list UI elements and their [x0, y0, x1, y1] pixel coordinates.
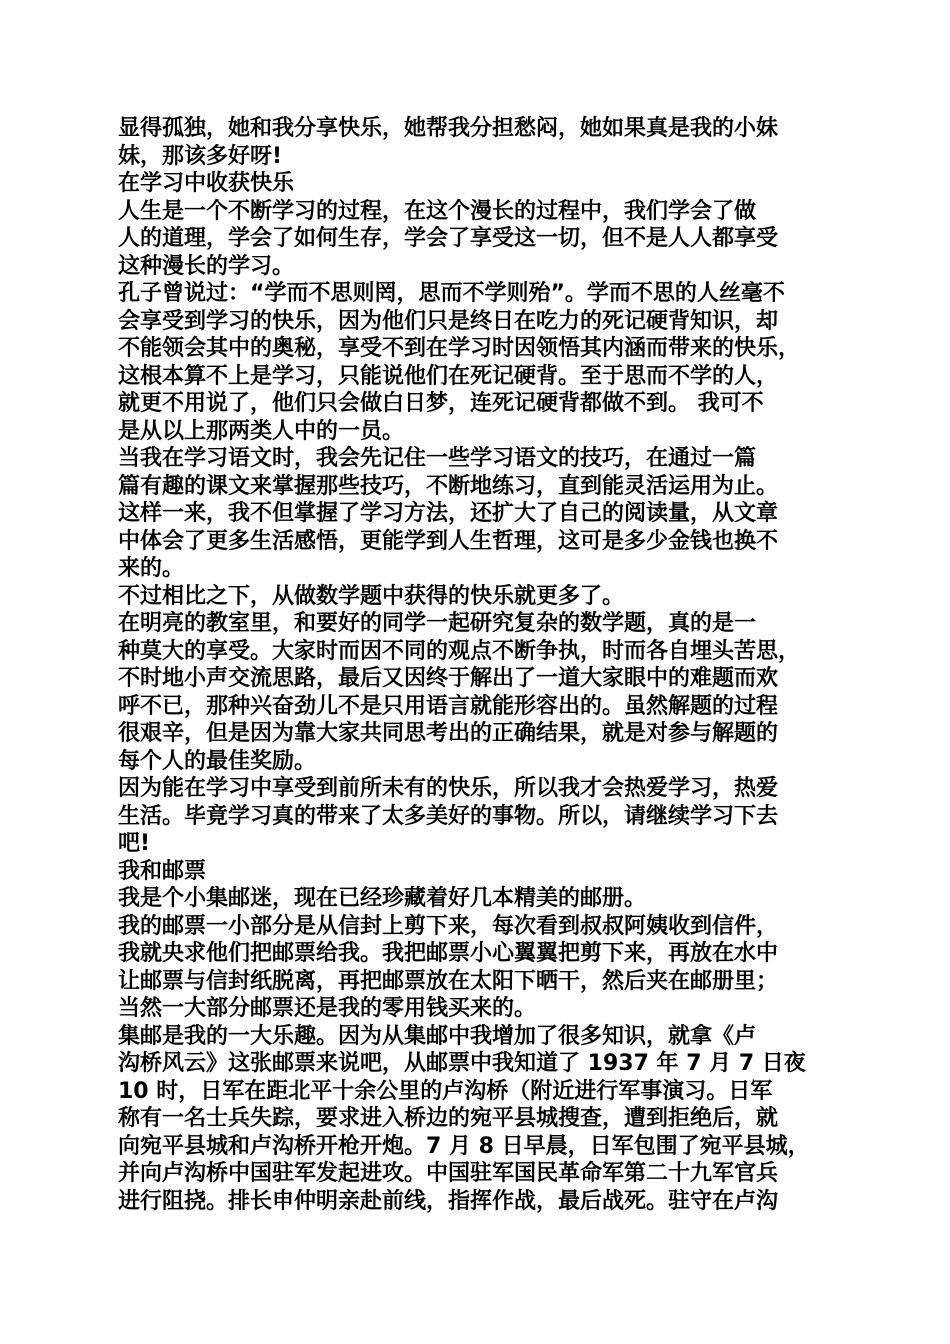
text-line: 中体会了更多生活感悟，更能学到人生哲理，这可是多少金钱也换不 [118, 528, 779, 554]
text-line: 孔子曾说过：“学而不思则罔，思而不学则殆”。学而不思的人丝毫不 [118, 281, 785, 306]
text-line: 进行阻挠。排长申仲明亲赴前线，指挥作战，最后战死。驻守在卢沟 [118, 1188, 779, 1214]
text-line: 向宛平县城和卢沟桥开枪开炮。7 月 8 日早晨，日军包围了宛平县城， [118, 1133, 810, 1159]
text-line: 当我在学习语文时，我会先记住一些学习语文的技巧，在通过一篇 [118, 446, 757, 471]
text-line: 不时地小声交流思路，最后又因终于解出了一道大家眼中的难题而欢 [118, 666, 779, 691]
text-line: 生活。毕竟学习真的带来了太多美好的事物。所以，请继续学习下去 [118, 803, 779, 829]
text-line: 这种漫长的学习。 [118, 253, 295, 279]
text-line: 每个人的最佳奖励。 [118, 748, 317, 774]
text-line: 会享受到学习的快乐，因为他们只是终日在吃力的死记硬背知识，却 [118, 308, 779, 334]
text-line: 就更不用说了，他们只会做白日梦，连死记硬背都做不到。 我可不 [118, 391, 764, 416]
text-line: 因为能在学习中享受到前所未有的快乐，所以我才会热爱学习，热爱 [118, 776, 779, 801]
text-line: 人生是一个不断学习的过程，在这个漫长的过程中，我们学会了做 [118, 198, 757, 224]
text-line: 我是个小集邮迷，现在已经珍藏着好几本精美的邮册。 [118, 886, 647, 911]
text-line: 在明亮的教室里，和要好的同学一起研究复杂的数学题，真的是一 [118, 611, 757, 636]
text-line: 不能领会其中的奥秘，享受不到在学习时因领悟其内涵而带来的快乐， [118, 336, 801, 361]
text-line: 人的道理，学会了如何生存，学会了享受这一切，但不是人人都享受 [118, 226, 779, 251]
text-line: 集邮是我的一大乐趣。因为从集邮中我增加了很多知识，就拿《卢 [118, 1023, 757, 1049]
text-line: 呼不已，那种兴奋劲儿不是只用语言就能形容出的。虽然解题的过程 [118, 693, 779, 719]
text-line: 妹，那该多好呀! [118, 143, 283, 169]
text-line: 吧! [118, 831, 151, 856]
text-line: 显得孤独，她和我分享快乐，她帮我分担愁闷，她如果真是我的小妹 [118, 116, 779, 141]
text-line: 当然一大部分邮票还是我的零用钱买来的。 [118, 996, 537, 1021]
document-body [118, 115, 843, 1215]
text-line: 沟桥风云》这张邮票来说吧，从邮票中我知道了 1937 年 7 月 7 日夜 [118, 1051, 806, 1076]
text-line: 这样一来，我不但掌握了学习方法，还扩大了自己的阅读量，从文章 [118, 501, 779, 526]
text-line: 不过相比之下，从做数学题中获得的快乐就更多了。 [118, 583, 625, 609]
text-line: 10 时，日军在距北平十余公里的卢沟桥（附近进行军事演习。日军 [118, 1078, 773, 1104]
text-line: 是从以上那两类人中的一员。 [118, 418, 405, 444]
text-line: 篇有趣的课文来掌握那些技巧，不断地练习，直到能灵活运用为止。 [118, 473, 779, 499]
section-heading: 在学习中收获快乐 [118, 171, 295, 196]
text-line: 很艰辛，但是因为靠大家共同思考出的正确结果，就是对参与解题的 [118, 721, 779, 746]
text-line: 我的邮票一小部分是从信封上剪下来，每次看到叔叔阿姨收到信件， [118, 913, 779, 939]
text-line: 并向卢沟桥中国驻军发起进攻。中国驻军国民革命军第二十九军官兵 [118, 1161, 779, 1186]
section-heading: 我和邮票 [118, 858, 207, 884]
text-line: 我就央求他们把邮票给我。我把邮票小心翼翼把剪下来，再放在水中 [118, 941, 779, 966]
text-line: 这根本算不上是学习，只能说他们在死记硬背。至于思而不学的人， [118, 363, 779, 389]
text-line: 种莫大的享受。大家时而因不同的观点不断争执，时而各自埋头苦思， [118, 638, 801, 664]
text-line: 让邮票与信封纸脱离，再把邮票放在太阳下晒干，然后夹在邮册里； [118, 968, 779, 994]
text-line: 来的。 [118, 556, 185, 581]
text-line: 称有一名士兵失踪，要求进入桥边的宛平县城搜查，遭到拒绝后，就 [118, 1106, 779, 1131]
